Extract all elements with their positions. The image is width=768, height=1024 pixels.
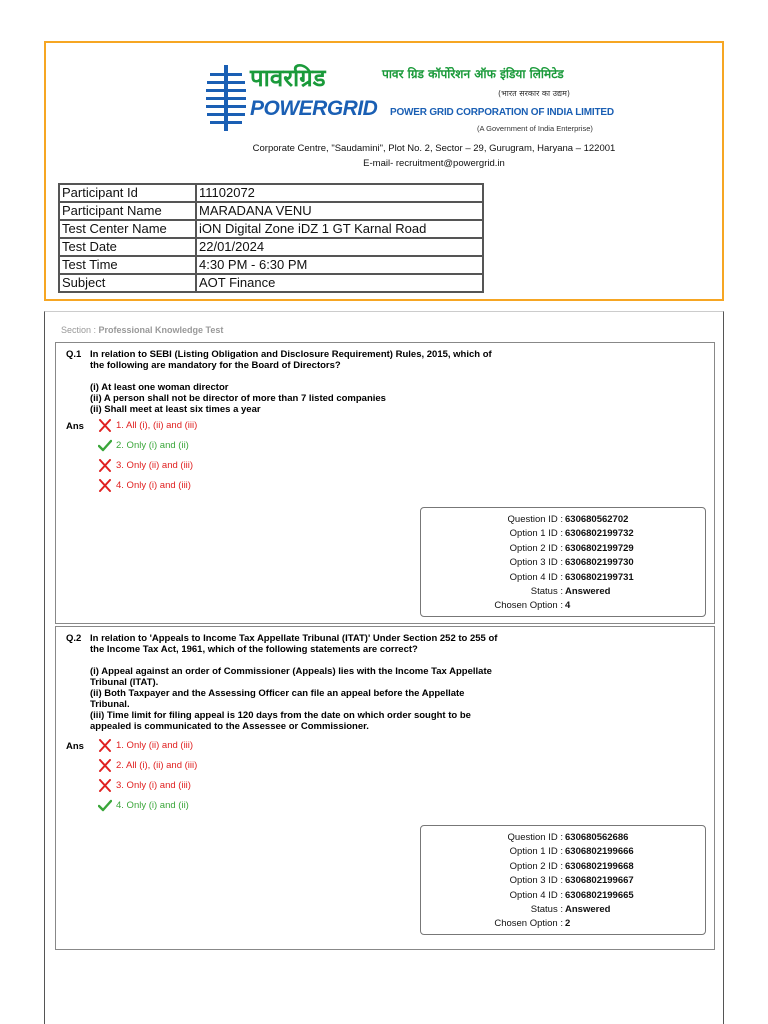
corp-hindi-sub: (भारत सरकार का उद्यम) (498, 89, 570, 98)
meta-key: Option 1 ID : (509, 528, 563, 540)
question-line: In relation to 'Appeals to Income Tax Appellate Tribunal (ITAT)' Under Section 252 to 255 of (90, 633, 498, 644)
question-card (55, 342, 715, 624)
section-label (61, 325, 223, 335)
question-line: the following are mandatory for the Board of Directors? (90, 360, 341, 371)
meta-row (421, 527, 705, 541)
powergrid-logo (206, 61, 378, 133)
meta-value: Answered (565, 904, 611, 915)
meta-key: Status : (530, 904, 563, 915)
corporate-address: Corporate Centre, "Saudamini", Plot No. 2, Sector – 29, Gurugram, Haryana – 122001 (252, 143, 616, 154)
meta-value: 4 (565, 600, 571, 612)
header-box (44, 41, 724, 301)
answer-option (98, 459, 193, 472)
meta-key: Chosen Option : (494, 600, 563, 612)
corp-english-name: POWER GRID CORPORATION OF INDIA LIMITED (390, 107, 614, 118)
question-card (55, 626, 715, 950)
info-key: Participant Name (59, 202, 196, 220)
meta-key: Option 3 ID : (509, 875, 563, 887)
cross-icon (98, 779, 112, 792)
meta-value: 6306802199731 (565, 571, 634, 583)
participant-info-row (59, 238, 483, 256)
answer-option (98, 419, 197, 432)
question-line: Tribunal (ITAT). (90, 677, 159, 688)
info-value: AOT Finance (196, 274, 483, 292)
option-text: 3. Only (i) and (iii) (116, 780, 191, 791)
question-line (90, 655, 510, 666)
meta-key: Status : (530, 586, 563, 597)
meta-value: Answered (565, 586, 611, 597)
participant-info-row (59, 202, 483, 220)
option-text: 3. Only (ii) and (iii) (116, 460, 194, 471)
info-value: MARADANA VENU (196, 202, 483, 220)
meta-row (421, 917, 705, 931)
participant-info-row (59, 274, 483, 292)
meta-row (421, 571, 705, 585)
meta-key: Option 3 ID : (509, 557, 563, 569)
globe-icon (206, 65, 246, 131)
meta-row (421, 599, 705, 613)
meta-value: 630680562686 (565, 832, 629, 843)
info-key: Test Time (59, 256, 196, 274)
meta-value: 6306802199729 (565, 542, 634, 554)
cross-icon (98, 419, 112, 432)
meta-key: Chosen Option : (494, 918, 563, 930)
cross-icon (98, 759, 112, 772)
participant-info-row (59, 256, 483, 274)
logo-english-text: POWERGRID (250, 97, 378, 120)
corp-gov-tagline: (A Government of India Enterprise) (477, 124, 593, 133)
meta-row (421, 889, 705, 903)
meta-row (421, 542, 705, 556)
question-number: Q.2 (66, 633, 82, 644)
answer-label: Ans (66, 421, 84, 432)
question-number: Q.1 (66, 349, 82, 360)
question-line: (ii) Both Taxpayer and the Assessing Officer can file an appeal before the Appellate (90, 688, 465, 699)
meta-key: Option 1 ID : (509, 846, 563, 858)
answer-label: Ans (66, 741, 84, 752)
answer-option (98, 739, 193, 752)
question-line: the Income Tax Act, 1961, which of the following statements are correct? (90, 644, 418, 655)
meta-value: 630680562702 (565, 514, 629, 525)
meta-row (421, 556, 705, 570)
info-key: Subject (59, 274, 196, 292)
answer-option (98, 759, 197, 772)
section-name: Professional Knowledge Test (98, 325, 224, 335)
answer-option (98, 799, 189, 812)
question-text (90, 633, 510, 732)
option-text: 1. All (i), (ii) and (iii) (116, 420, 198, 431)
section-label-prefix: Section : (61, 325, 99, 335)
option-text: 2. Only (i) and (ii) (116, 440, 189, 451)
info-value: 22/01/2024 (196, 238, 483, 256)
meta-key: Question ID : (507, 832, 563, 843)
question-line: Tribunal. (90, 699, 130, 710)
question-line: In relation to SEBI (Listing Obligation and Disclosure Requirement) Rules, 2015, which of (90, 349, 492, 360)
info-value: 11102072 (196, 184, 483, 202)
participant-info-row (59, 184, 483, 202)
meta-key: Question ID : (507, 514, 563, 525)
meta-value: 6306802199730 (565, 557, 634, 569)
answer-option (98, 439, 189, 452)
meta-row (421, 903, 705, 917)
info-value: iON Digital Zone iDZ 1 GT Karnal Road (196, 220, 483, 238)
cross-icon (98, 459, 112, 472)
corporation-name-block (382, 65, 614, 133)
meta-row (421, 874, 705, 888)
meta-value: 6306802199667 (565, 875, 634, 887)
meta-key: Option 2 ID : (509, 860, 563, 872)
meta-row (421, 585, 705, 599)
option-text: 1. Only (ii) and (iii) (116, 740, 194, 751)
recruitment-email: E-mail- recruitment@powergrid.in (363, 158, 505, 169)
meta-value: 6306802199732 (565, 528, 634, 540)
check-icon (98, 799, 112, 812)
option-text: 2. All (i), (ii) and (iii) (116, 760, 198, 771)
participant-info-table (58, 183, 484, 293)
cross-icon (98, 739, 112, 752)
info-key: Participant Id (59, 184, 196, 202)
question-line: (i) At least one woman director (90, 382, 229, 393)
section-container (44, 311, 724, 1024)
meta-key: Option 4 ID : (509, 571, 563, 583)
meta-row (421, 831, 705, 845)
question-line (90, 371, 510, 382)
meta-row (421, 845, 705, 859)
question-line: (i) Appeal against an order of Commissioner (Appeals) lies with the Income Tax Appellate (90, 666, 492, 677)
question-meta-box (420, 507, 706, 617)
participant-info-row (59, 220, 483, 238)
meta-row (421, 513, 705, 527)
info-key: Test Center Name (59, 220, 196, 238)
meta-value: 6306802199665 (565, 889, 634, 901)
meta-key: Option 2 ID : (509, 542, 563, 554)
question-line: (ii) A person shall not be director of more than 7 listed companies (90, 393, 386, 404)
meta-value: 6306802199666 (565, 846, 634, 858)
question-line: (ii) Shall meet at least six times a year (90, 404, 261, 415)
answer-option (98, 779, 191, 792)
meta-value: 2 (565, 918, 571, 930)
question-line: (iii) Time limit for filing appeal is 120 days from the date on which order sought to be (90, 710, 471, 721)
question-meta-box (420, 825, 706, 935)
answer-option (98, 479, 191, 492)
meta-key: Option 4 ID : (509, 889, 563, 901)
check-icon (98, 439, 112, 452)
option-text: 4. Only (i) and (ii) (116, 800, 189, 811)
question-text (90, 349, 510, 415)
meta-value: 6306802199668 (565, 860, 634, 872)
info-value: 4:30 PM - 6:30 PM (196, 256, 483, 274)
logo-hindi-text: पावरग्रिड (250, 64, 326, 92)
meta-row (421, 860, 705, 874)
corp-hindi-name: पावर ग्रिड कॉर्पोरेशन ऑफ इंडिया लिमिटेड (382, 67, 564, 81)
cross-icon (98, 479, 112, 492)
info-key: Test Date (59, 238, 196, 256)
question-line: appealed is communicated to the Assessee or Commissioner. (90, 721, 369, 732)
option-text: 4. Only (i) and (iii) (116, 480, 191, 491)
